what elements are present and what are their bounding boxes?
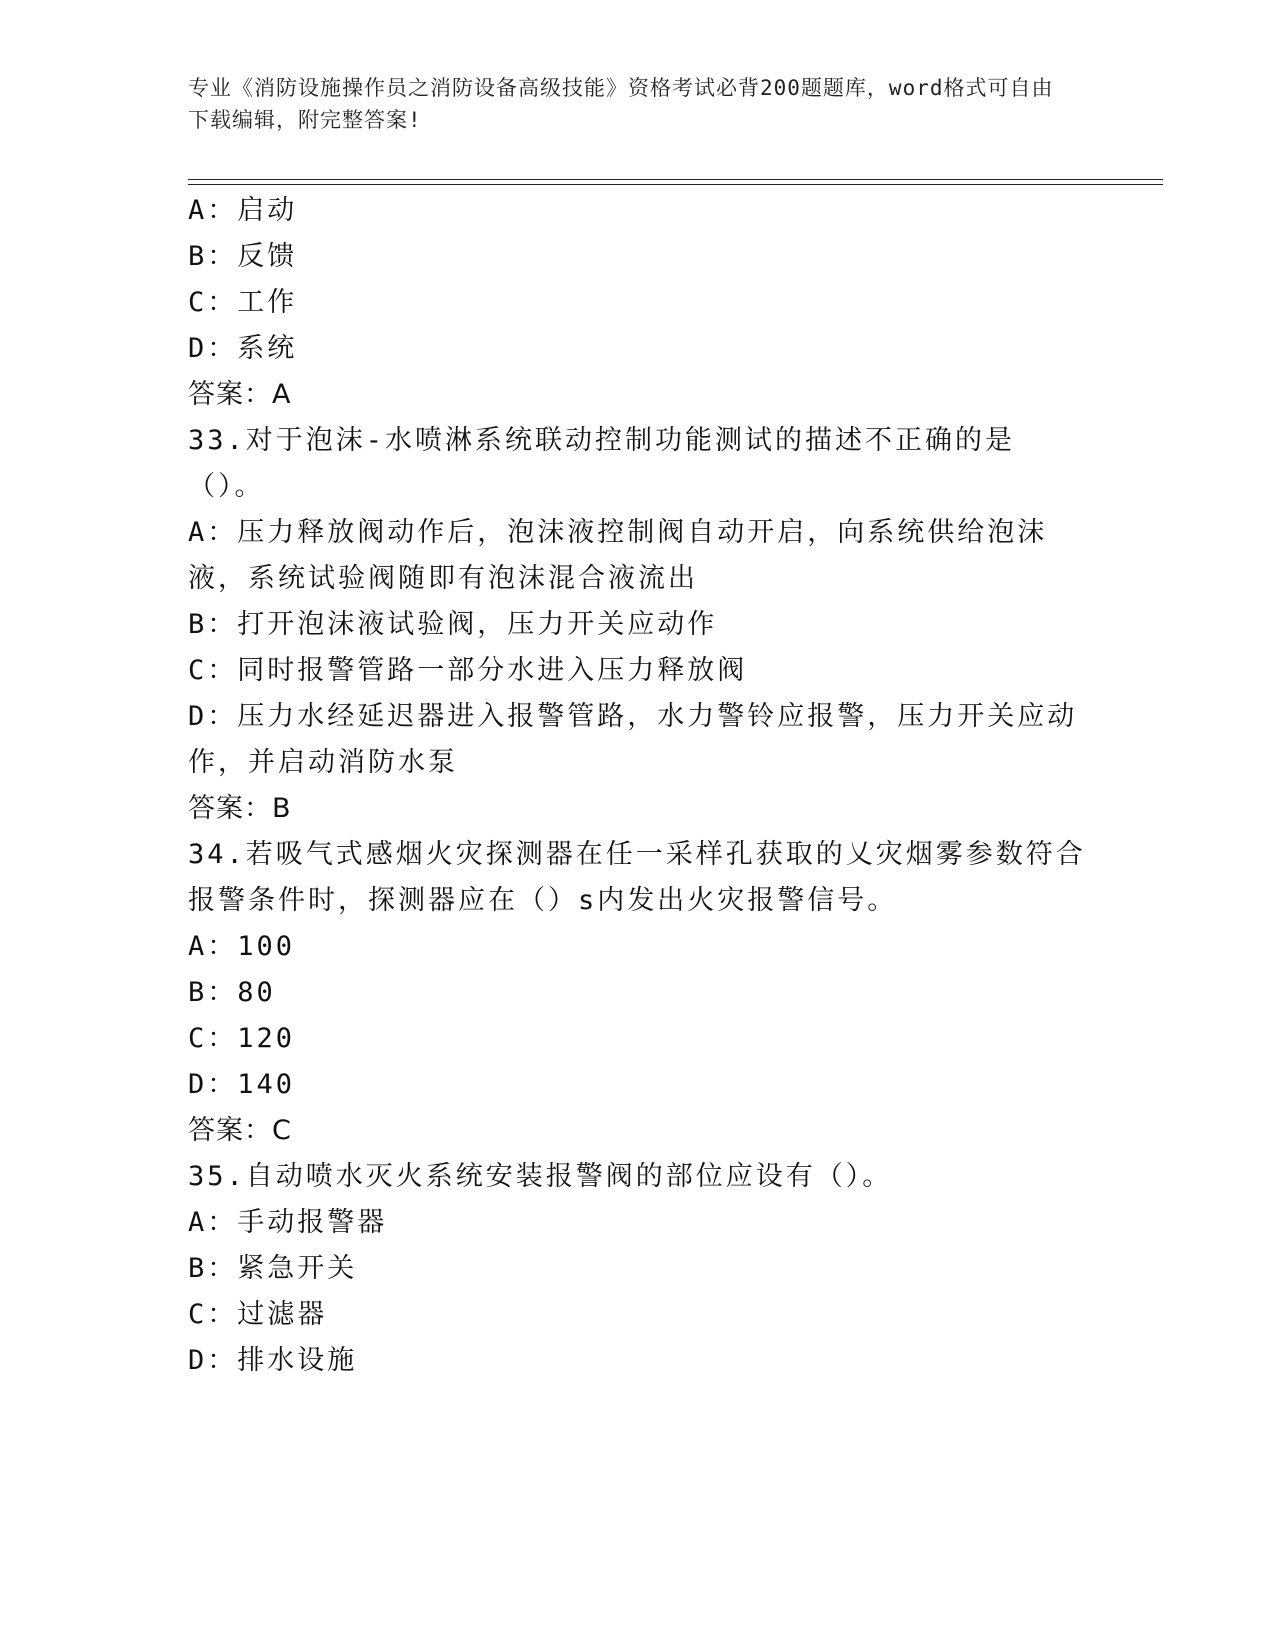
option-a: A：压力释放阀动作后，泡沫液控制阀自动开启，向系统供给泡沫液，系统试验阀随即有泡沫混合液流出 xyxy=(188,517,1048,594)
question-32 xyxy=(188,188,1088,418)
option-d: D：压力水经延迟器进入报警管路，水力警铃应报警，压力开关应动作，并启动消防水泵 xyxy=(188,701,1078,778)
option-d: D：排水设施 xyxy=(188,1345,358,1376)
option-d: D：系统 xyxy=(188,333,298,364)
option-b: B：打开泡沫液试验阀，压力开关应动作 xyxy=(188,609,718,640)
question-list xyxy=(188,188,1088,1384)
question-33 xyxy=(188,418,1088,832)
option-c: C：120 xyxy=(188,1023,296,1054)
question-35 xyxy=(188,1154,1088,1384)
option-c: C：同时报警管路一部分水进入压力释放阀 xyxy=(188,655,748,686)
option-d: D：140 xyxy=(188,1069,296,1100)
question-title: 33.对于泡沫-水喷淋系统联动控制功能测试的描述不正确的是（）。 xyxy=(188,425,1016,502)
answer: 答案：A xyxy=(188,379,292,410)
header-rule-top xyxy=(188,179,1163,180)
header-rule-bottom xyxy=(188,184,1163,185)
option-c: C：过滤器 xyxy=(188,1299,328,1330)
option-c: C：工作 xyxy=(188,287,298,318)
option-a: A：手动报警器 xyxy=(188,1207,388,1238)
answer: 答案：B xyxy=(188,793,292,824)
question-title: 34.若吸气式感烟火灾探测器在任一采样孔获取的乂灾烟雾参数符合报警条件时，探测器应在（）s内发出火灾报警信号。 xyxy=(188,839,1086,916)
option-a: A：100 xyxy=(188,931,296,962)
answer: 答案：C xyxy=(188,1115,292,1146)
option-b: B：反馈 xyxy=(188,241,298,272)
option-b: B：80 xyxy=(188,977,276,1008)
question-34 xyxy=(188,832,1088,1154)
question-title: 35.自动喷水灭火系统安装报警阀的部位应设有（）。 xyxy=(188,1161,893,1192)
document-header: 专业《消防设施操作员之消防设备高级技能》资格考试必背200题题库，word格式可自由下载编辑，附完整答案! xyxy=(188,76,1054,132)
option-a: A：启动 xyxy=(188,195,298,226)
option-b: B：紧急开关 xyxy=(188,1253,358,1284)
